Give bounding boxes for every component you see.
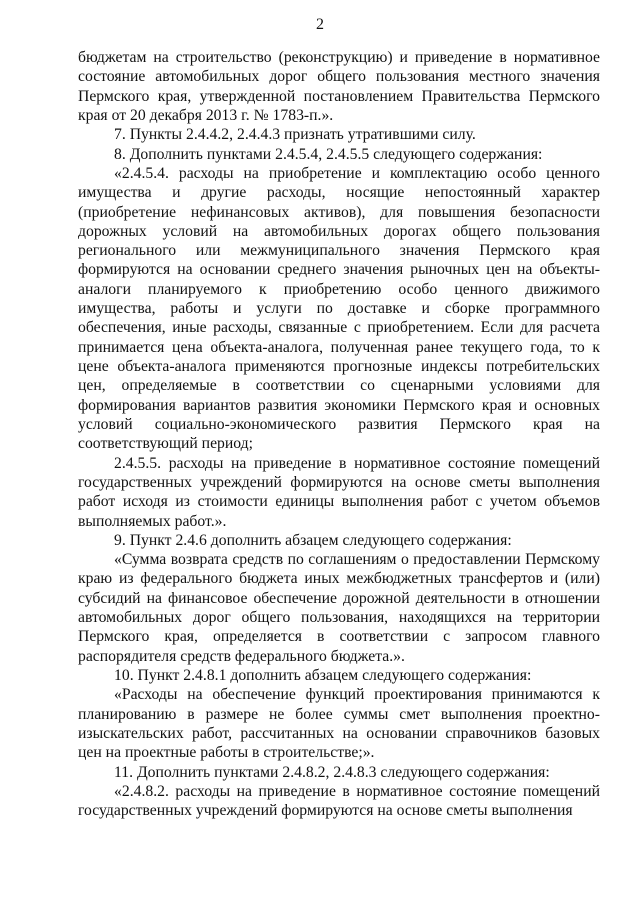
- paragraph-2-4-5-5: 2.4.5.5. расходы на приведение в нормативное состояние помещений государственных учреждений формируются на основе сметы выполнения работ исходя из стоимости единицы выполнения работ с учетом объемов выполняемых работ.».: [78, 454, 600, 530]
- paragraph-item-10: 10. Пункт 2.4.8.1 дополнить абзацем следующего содержания:: [114, 667, 532, 684]
- paragraph-design-expenses: «Расходы на обеспечение функций проектирования принимаются к планированию в размере не более суммы смет выполнения проектно-изыскательских работ, рассчитанных на основании справочников базовых цен на проектные работы в строительстве;».: [78, 686, 600, 762]
- paragraph-2-4-5-4: «2.4.5.4. расходы на приобретение и комплектацию особо ценного имущества и другие расходы, носящие непостоянный характер (приобретение нефинансовых активов), для повышения безопасности дорожных условий на автомобильных дорогах общего пользования регионального или межмуниципального значения Пермского края формируются на основании среднего значения рыночных цен на объекты-аналоги планируемого к приобретению особо ценного движимого имущества, работы и услуги по доставке и сборке программного обеспечения, иные расходы, связанные с приобретением. Если для расчета принимается цена объекта-аналога, полученная ранее текущего года, то к цене объекта-аналога применяются прогнозные индексы потребительских цен, определяемые в соответствии со сценарными условиями для формирования вариантов развития экономики Пермского края и основных условий социально-экономического развития Пермского края на соответствующий период;: [78, 164, 600, 453]
- paragraph-item-11: 11. Дополнить пунктами 2.4.8.2, 2.4.8.3 следующего содержания:: [114, 763, 550, 781]
- paragraph-item-8: 8. Дополнить пунктами 2.4.5.4, 2.4.5.5 следующего содержания:: [114, 145, 543, 163]
- paragraph-item-9: 9. Пункт 2.4.6 дополнить абзацем следующего содержания:: [114, 531, 512, 549]
- paragraph-refund-amount: «Сумма возврата средств по соглашениям о предоставлении Пермскому краю из федерального бюджета иных межбюджетных трансфертов и (или) субсидий на финансовое обеспечение дорожной деятельности в отношении автомобильных дорог общего пользования, находящихся на территории Пермского края, определяется в соответствии с запросом главного распорядителя средств федерального бюджета.».: [78, 551, 600, 665]
- paragraph-continuation: бюджетам на строительство (реконструкцию) и приведение в нормативное состояние автомобильных дорог общего пользования местного значения Пермского края, утвержденной постановлением Правительства Пермского края от 20 декабря 2013 г. № 1783-п.».: [78, 49, 600, 124]
- page-number: 2: [316, 16, 324, 33]
- paragraph-2-4-8-2: «2.4.8.2. расходы на приведение в нормативное состояние помещений государственных учреждений формируются на основе сметы выполнения: [78, 782, 600, 820]
- document-body: [78, 48, 600, 821]
- paragraph-item-7: 7. Пункты 2.4.4.2, 2.4.4.3 признать утратившими силу.: [114, 126, 476, 144]
